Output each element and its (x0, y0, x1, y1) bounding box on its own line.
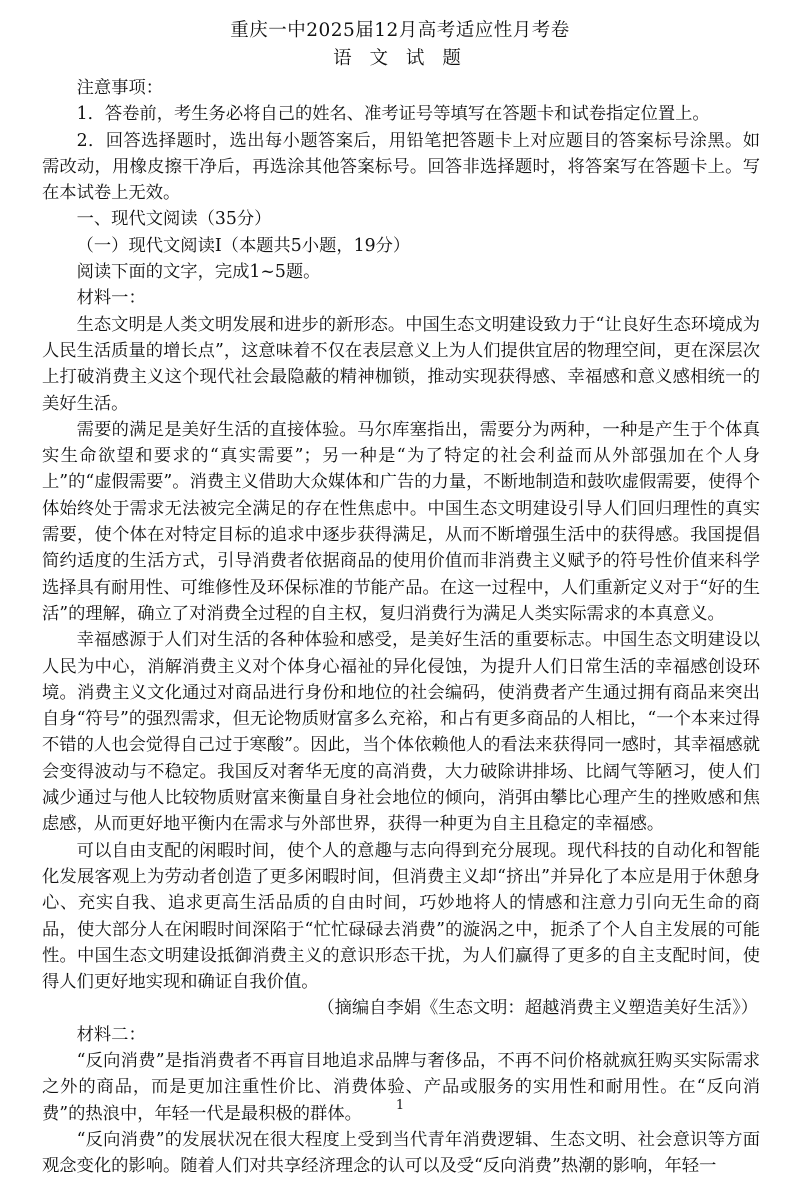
paragraph: 幸福感源于人们对生活的各种体验和感受，是美好生活的重要标志。中国生态文明建设以人民为中心，消解消费主义对个体身心福祉的异化侵蚀，为提升人们日常生活的幸福感创设环境。消费主义文化通过对商品进行身份和地位的社会编码，使消费者产生通过拥有商品来突出自身“符号”的强烈需求，但无论物质财富多么充裕，和占有更多商品的人相比，“一个本来过得不错的人也会觉得自己过于寒酸”。因此，当个体依赖他人的看法来获得同一感时，其幸福感就会变得波动与不稳定。我国反对奢华无度的高消费，大力破除讲排场、比阔气等陋习，使人们减少通过与他人比较物质财富来衡量自身社会地位的倾向，消弭由攀比心理产生的挫败感和焦虑感，从而更好地平衡内在需求与外部世界，获得一种更为自主且稳定的幸福感。 (42, 630, 760, 835)
material-label: 材料二： (76, 1024, 146, 1045)
source-citation: （摘编自李娟《生态文明：超越消费主义塑造美好生活》） (317, 998, 758, 1019)
paragraph: 需要的满足是美好生活的直接体验。马尔库塞指出，需要分为两种，一种是产生于个体真实生命欲望和要求的“真实需要”；另一种是“为了特定的社会利益而从外部强加在个人身上”的“虚假需要”。消费主义借助大众媒体和广告的力量，不断地制造和鼓吹虚假需要，使得个体始终处于需求无法被完全满足的存在性焦虑中。中国生态文明建设引导人们回归理性的真实需要，使个体在对特定目标的追求中逐步获得满足，从而不断增强生活中的获得感。我国提倡简约适度的生活方式，引导消费者依据商品的使用价值而非消费主义赋予的符号性价值来科学选择具有耐用性、可维修性及环保标准的节能产品。在这一过程中，人们重新定义对于“好的生活”的理解，确立了对消费全过程的自主权，复归消费行为满足人类实际需求的本真意义。 (42, 419, 760, 624)
subsection-heading: （一）现代文阅读Ⅰ（本题共5小题，19分） (76, 235, 411, 256)
reading-instruction: 阅读下面的文字，完成1~5题。 (76, 262, 321, 283)
paragraph: “反向消费”是指消费者不再盲目地追求品牌与奢侈品，不再不问价格就疯狂购买实际需求之外的商品，而是更加注重性价比、消费体验、产品或服务的实用性和耐用性。在“反向消费”的热浪中，年轻一代是最积极的群体。 (42, 1050, 760, 1124)
notes-heading: 注意事项： (76, 78, 164, 98)
material-label: 材料一： (76, 288, 146, 309)
paragraph: 生态文明是人类文明发展和进步的新形态。中国生态文明建设致力于“让良好生态环境成为人民生活质量的增长点”，这意味着不仅在表层意义上为人们提供宜居的物理空间，更在深层次上打破消费主义这个现代社会最隐蔽的精神枷锁，推动实现获得感、幸福感和意义感相统一的美好生活。 (42, 314, 760, 414)
note-item-1: 1．答卷前，考生务必将自己的姓名、准考证号等填写在答题卡和试卷指定位置上。 (76, 104, 710, 125)
subject-title: 语 文 试 题 (333, 48, 467, 69)
page-number: 1 (395, 1098, 405, 1113)
page-body (42, 75, 760, 1179)
exam-title: 重庆一中2025届12月高考适应性月考卷 (230, 20, 570, 41)
paragraph: 可以自由支配的闲暇时间，使个人的意趣与志向得到充分展现。现代科技的自动化和智能化发展客观上为劳动者创造了更多闲暇时间，但消费主义却“挤出”并异化了本应是用于休憩身心、充实自我、追求更高生活品质的自由时间，巧妙地将人的情感和注意力引向无生命的商品，使大部分人在闲暇时间深陷于“忙忙碌碌去消费”的漩涡之中，扼杀了个人自主发展的可能性。中国生态文明建设抵御消费主义的意识形态干扰，为人们赢得了更多的自主支配时间，使得人们更好地实现和确证自我价值。 (42, 840, 760, 993)
paragraph: “反向消费”的发展状况在很大程度上受到当代青年消费逻辑、生态文明、社会意识等方面观念变化的影响。随着人们对共享经济理念的认可以及受“反向消费”热潮的影响，年轻一 (42, 1129, 760, 1177)
note-item-2: 2．回答选择题时，选出每小题答案后，用铅笔把答题卡上对应题目的答案标号涂黑。如需改动，用橡皮擦干净后，再选涂其他答案标号。回答非选择题时，将答案写在答题卡上。写在本试卷上无效。 (42, 130, 760, 204)
section-heading: 一、现代文阅读（35分） (76, 209, 272, 230)
